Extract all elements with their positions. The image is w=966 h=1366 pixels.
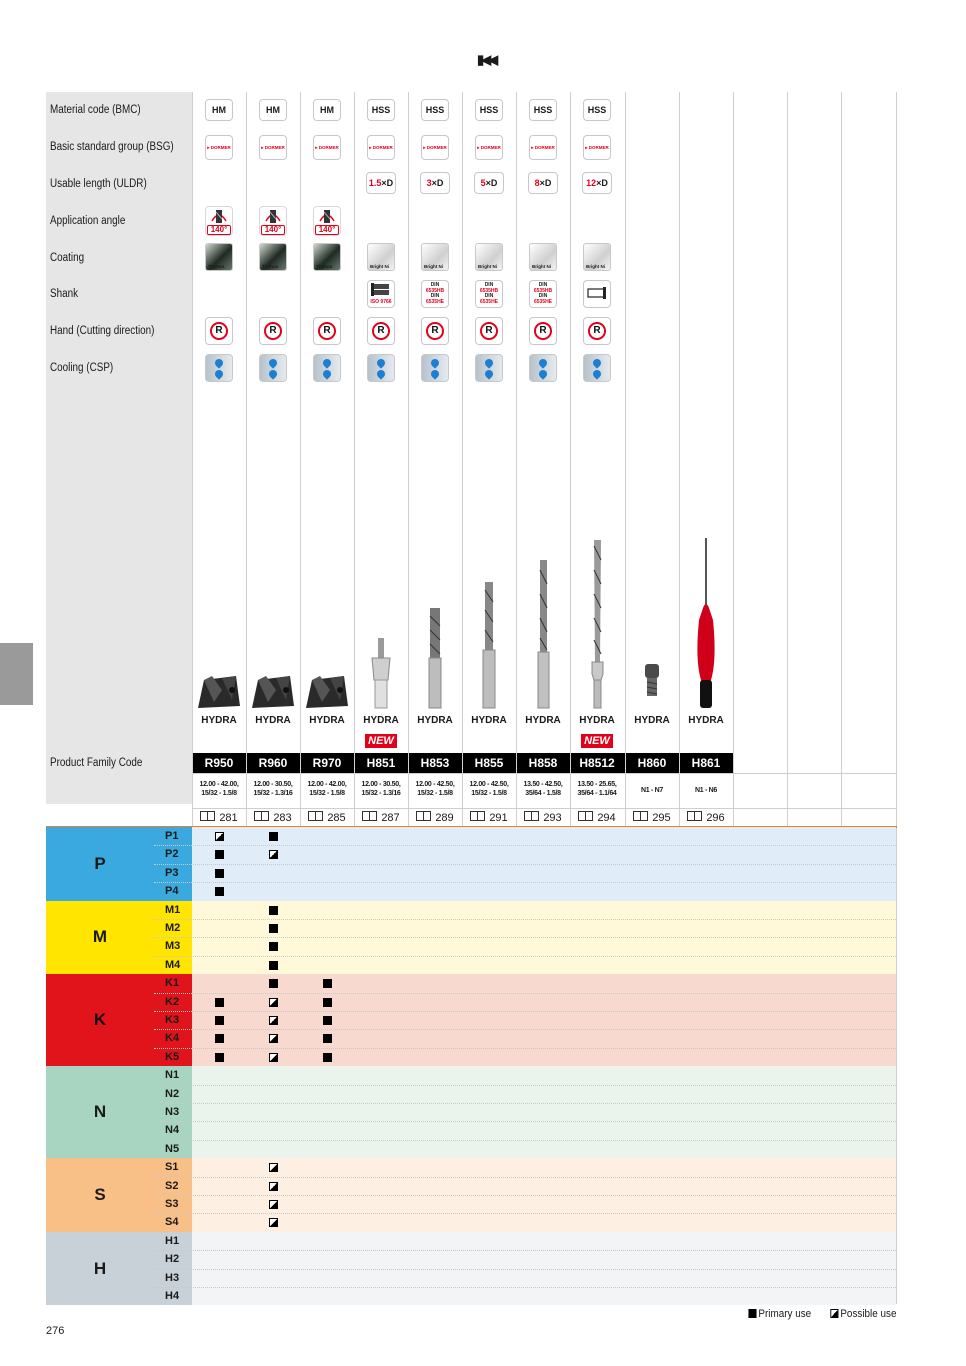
possible-use-mark bbox=[269, 1182, 278, 1191]
uldr-value: 3 bbox=[426, 178, 432, 188]
page-number: 276 bbox=[46, 1325, 65, 1337]
dormer-logo-icon: ▸ DORMER bbox=[259, 135, 287, 160]
usable-length-chip bbox=[420, 172, 450, 194]
possible-use-mark bbox=[269, 1163, 278, 1172]
material-subgroup-label: S3 bbox=[154, 1195, 192, 1213]
dims-inch: 15/32 - 1.5/8 bbox=[471, 790, 507, 797]
label-basic-standard-group: Basic standard group (BSG) bbox=[50, 141, 174, 153]
product-family-code[interactable]: H858 bbox=[528, 756, 558, 770]
shank-icon bbox=[529, 280, 557, 308]
dims-metric: 12.00 - 30.50, bbox=[253, 781, 293, 788]
dims-inch: 35/64 - 1.1/64 bbox=[577, 790, 617, 797]
dormer-logo-icon: ▸ DORMER bbox=[583, 135, 611, 160]
product-brand-name: HYDRA bbox=[471, 715, 507, 726]
label-usable-length: Usable length (ULDR) bbox=[50, 178, 147, 190]
shank-standard: 6535HE bbox=[533, 298, 553, 305]
product-family-code[interactable]: H8512 bbox=[579, 756, 615, 770]
new-badge: NEW bbox=[365, 734, 397, 748]
book-icon bbox=[470, 811, 485, 821]
material-subgroup-label: P3 bbox=[154, 864, 192, 882]
coating-label: Bright Ni bbox=[478, 264, 497, 269]
shank-standard: DIN bbox=[430, 282, 440, 288]
primary-use-mark bbox=[215, 998, 224, 1007]
primary-use-mark bbox=[323, 1053, 332, 1062]
row-separator bbox=[154, 1269, 896, 1270]
product-family-code[interactable]: R970 bbox=[312, 756, 342, 770]
row-separator bbox=[154, 1029, 896, 1030]
product-family-code[interactable]: H853 bbox=[420, 756, 450, 770]
product-dimensions bbox=[300, 780, 354, 798]
uldr-value: 12 bbox=[586, 178, 597, 188]
angle-value: 140° bbox=[315, 225, 339, 235]
row-separator bbox=[154, 1103, 896, 1104]
row-separator bbox=[154, 956, 896, 957]
row-separator bbox=[154, 993, 896, 994]
shank-standard: 6535HB bbox=[425, 287, 445, 294]
dims-metric: 12.00 - 42.50, bbox=[469, 781, 509, 788]
angle-value: 140° bbox=[261, 225, 285, 235]
material-group-label: M bbox=[46, 901, 154, 975]
material-code-chip: HSS bbox=[421, 99, 449, 121]
primary-use-mark bbox=[269, 979, 278, 988]
material-subgroup-label: N2 bbox=[154, 1085, 192, 1103]
coating-icon bbox=[367, 243, 395, 271]
label-cooling: Cooling (CSP) bbox=[50, 362, 114, 374]
dims-metric: 12.00 - 42.00, bbox=[199, 781, 239, 788]
hand-value: R bbox=[318, 322, 336, 340]
material-band bbox=[192, 1066, 896, 1158]
catalog-page-link[interactable] bbox=[192, 811, 246, 824]
row-separator bbox=[154, 1048, 896, 1049]
book-icon bbox=[524, 811, 539, 821]
hand-value: R bbox=[588, 322, 606, 340]
column-divider bbox=[896, 92, 897, 1304]
material-subgroup-label: N3 bbox=[154, 1103, 192, 1121]
material-subgroup-label: S1 bbox=[154, 1158, 192, 1176]
dims-metric: 12.00 - 30.50, bbox=[361, 781, 401, 788]
catalog-page-link[interactable] bbox=[354, 811, 408, 824]
usable-length-chip bbox=[366, 172, 396, 194]
product-image bbox=[516, 530, 570, 710]
dims-inch: 15/32 - 1.5/8 bbox=[309, 790, 345, 797]
label-material-code: Material code (BMC) bbox=[50, 104, 141, 116]
shank-standard: 6535HB bbox=[533, 287, 553, 294]
possible-use-mark bbox=[269, 850, 278, 859]
row-separator bbox=[154, 1213, 896, 1214]
material-code-chip: HM bbox=[313, 99, 341, 121]
book-icon bbox=[200, 811, 215, 821]
catalog-page-number: 291 bbox=[489, 812, 508, 824]
internal-cooling-icon bbox=[421, 354, 449, 382]
row-separator bbox=[154, 1250, 896, 1251]
shank-standard: 6535HE bbox=[425, 298, 445, 305]
material-subgroup-label: M4 bbox=[154, 956, 192, 974]
product-image bbox=[570, 530, 624, 710]
material-subgroup-label: M3 bbox=[154, 937, 192, 955]
uldr-unit: ×D bbox=[381, 178, 394, 188]
product-family-code[interactable]: H855 bbox=[474, 756, 504, 770]
primary-use-mark bbox=[323, 998, 332, 1007]
product-image bbox=[354, 530, 408, 710]
shank-standard: DIN bbox=[538, 282, 548, 288]
book-icon bbox=[362, 811, 377, 821]
material-subgroup-label: P4 bbox=[154, 882, 192, 900]
coating-label: Bright Ni bbox=[532, 264, 551, 269]
shank-standard: DIN bbox=[430, 293, 440, 299]
product-brand-name: HYDRA bbox=[688, 715, 724, 726]
hand-value: R bbox=[210, 322, 228, 340]
shank-standard: 6535HE bbox=[479, 298, 499, 305]
catalog-page-link[interactable] bbox=[570, 811, 624, 824]
right-hand-cutting-icon bbox=[583, 317, 611, 345]
uldr-unit: ×D bbox=[431, 178, 444, 188]
legend bbox=[748, 1308, 896, 1320]
possible-use-mark bbox=[269, 1200, 278, 1209]
product-image bbox=[625, 530, 679, 710]
shank-standard: DIN bbox=[484, 282, 494, 288]
internal-cooling-icon bbox=[313, 354, 341, 382]
coating-icon bbox=[475, 243, 503, 271]
primary-use-mark bbox=[215, 1053, 224, 1062]
row-separator bbox=[154, 937, 896, 938]
possible-use-mark bbox=[269, 1034, 278, 1043]
coating-label: Bright Ni bbox=[424, 264, 443, 269]
book-icon bbox=[633, 811, 648, 821]
material-subgroup-label: K3 bbox=[154, 1011, 192, 1029]
row-separator bbox=[154, 1287, 896, 1288]
catalog-page-number: 287 bbox=[381, 812, 400, 824]
product-dimensions bbox=[516, 780, 570, 798]
application-angle-icon bbox=[205, 206, 233, 236]
book-icon bbox=[578, 811, 593, 821]
product-brand-name: HYDRA bbox=[309, 715, 345, 726]
row-separator bbox=[154, 1177, 896, 1178]
material-code-chip: HSS bbox=[475, 99, 503, 121]
product-dimensions bbox=[570, 780, 624, 798]
product-dimensions bbox=[679, 786, 733, 795]
primary-use-swatch bbox=[748, 1309, 756, 1318]
book-icon bbox=[254, 811, 269, 821]
material-group-label: N bbox=[46, 1066, 154, 1158]
material-subgroup-label: P2 bbox=[154, 845, 192, 863]
primary-use-mark bbox=[269, 832, 278, 841]
product-dimensions bbox=[625, 786, 679, 795]
row-separator bbox=[154, 1121, 896, 1122]
product-brand-name: HYDRA bbox=[363, 715, 399, 726]
application-angle-icon bbox=[313, 206, 341, 236]
product-brand-name: HYDRA bbox=[417, 715, 453, 726]
material-code-chip: HM bbox=[259, 99, 287, 121]
catalog-page-link[interactable] bbox=[516, 811, 570, 824]
primary-use-mark bbox=[215, 1016, 224, 1025]
product-family-code[interactable]: R960 bbox=[258, 756, 288, 770]
material-subgroup-label: H3 bbox=[154, 1269, 192, 1287]
coating-label: Bright Ni bbox=[586, 264, 605, 269]
product-family-code[interactable]: H851 bbox=[366, 756, 396, 770]
material-group-label: S bbox=[46, 1158, 154, 1232]
header-rule bbox=[192, 773, 896, 774]
row-separator bbox=[154, 845, 896, 846]
dormer-logo-icon: ▸ DORMER bbox=[205, 135, 233, 160]
right-hand-cutting-icon bbox=[313, 317, 341, 345]
product-image bbox=[462, 530, 516, 710]
coating-icon bbox=[529, 243, 557, 271]
product-dimensions bbox=[408, 780, 462, 798]
material-subgroup-label: H2 bbox=[154, 1250, 192, 1268]
internal-cooling-icon bbox=[529, 354, 557, 382]
row-separator bbox=[154, 864, 896, 865]
catalog-page-link[interactable] bbox=[462, 811, 516, 824]
material-group-label: P bbox=[46, 827, 154, 901]
material-subgroup-label: N1 bbox=[154, 1066, 192, 1084]
right-hand-cutting-icon bbox=[529, 317, 557, 345]
row-separator bbox=[154, 1011, 896, 1012]
primary-use-mark bbox=[323, 979, 332, 988]
primary-use-mark bbox=[215, 1034, 224, 1043]
material-subgroup-label: H1 bbox=[154, 1232, 192, 1250]
book-icon bbox=[687, 811, 702, 821]
internal-cooling-icon bbox=[475, 354, 503, 382]
catalog-page-link[interactable] bbox=[408, 811, 462, 824]
catalog-page-number: 283 bbox=[273, 812, 292, 824]
primary-use-mark bbox=[323, 1034, 332, 1043]
coating-label: Ti-phon bbox=[208, 264, 225, 269]
catalog-page-number: 293 bbox=[543, 812, 562, 824]
new-badge: NEW bbox=[581, 734, 613, 748]
possible-use-swatch bbox=[830, 1309, 838, 1318]
dims-inch: 15/32 - 1.3/16 bbox=[361, 790, 401, 797]
hand-value: R bbox=[372, 322, 390, 340]
dormer-logo-icon: ▸ DORMER bbox=[313, 135, 341, 160]
uldr-unit: ×D bbox=[539, 178, 552, 188]
coating-label: Ti-phon bbox=[262, 264, 279, 269]
label-column bbox=[46, 92, 192, 804]
material-subgroup-label: K5 bbox=[154, 1048, 192, 1066]
possible-use-mark bbox=[269, 1016, 278, 1025]
material-subgroup-label: K2 bbox=[154, 993, 192, 1011]
primary-use-mark bbox=[269, 924, 278, 933]
product-family-code[interactable]: H860 bbox=[637, 756, 667, 770]
catalog-page-link[interactable] bbox=[300, 811, 354, 824]
product-brand-name: HYDRA bbox=[579, 715, 615, 726]
material-band bbox=[192, 974, 896, 1066]
primary-use-mark bbox=[215, 850, 224, 859]
catalog-page-number: 295 bbox=[652, 812, 671, 824]
book-icon bbox=[416, 811, 431, 821]
legend-primary: Primary use bbox=[757, 1308, 811, 1320]
catalog-page-number: 281 bbox=[219, 812, 238, 824]
internal-cooling-icon bbox=[259, 354, 287, 382]
dims-metric: N1 - N6 bbox=[694, 787, 718, 794]
primary-use-mark bbox=[269, 942, 278, 951]
catalog-page-link[interactable] bbox=[625, 811, 679, 824]
usable-length-chip bbox=[528, 172, 558, 194]
primary-use-mark bbox=[215, 869, 224, 878]
uldr-unit: ×D bbox=[596, 178, 608, 188]
hand-value: R bbox=[426, 322, 444, 340]
product-brand-name: HYDRA bbox=[634, 715, 670, 726]
dims-metric: 12.00 - 42.50, bbox=[415, 781, 455, 788]
material-subgroup-label: S2 bbox=[154, 1177, 192, 1195]
primary-use-mark bbox=[269, 906, 278, 915]
possible-use-mark bbox=[215, 832, 224, 841]
dims-metric: N1 - N7 bbox=[640, 787, 664, 794]
material-subgroup-label: N5 bbox=[154, 1140, 192, 1158]
dims-inch: 35/64 - 1.5/8 bbox=[525, 790, 561, 797]
primary-use-mark bbox=[323, 1016, 332, 1025]
material-subgroup-label: M2 bbox=[154, 919, 192, 937]
dormer-logo-icon: ▸ DORMER bbox=[475, 135, 503, 160]
catalog-page-number: 285 bbox=[327, 812, 346, 824]
dormer-logo-icon: ▸ DORMER bbox=[421, 135, 449, 160]
product-dimensions bbox=[246, 780, 300, 798]
dims-metric: 13.50 - 42.50, bbox=[523, 781, 563, 788]
right-hand-cutting-icon bbox=[205, 317, 233, 345]
usable-length-chip bbox=[474, 172, 504, 194]
uldr-unit: ×D bbox=[485, 178, 498, 188]
application-angle-icon bbox=[259, 206, 287, 236]
book-icon bbox=[308, 811, 323, 821]
right-hand-cutting-icon bbox=[421, 317, 449, 345]
product-dimensions bbox=[354, 780, 408, 798]
dormer-logo-icon: ▸ DORMER bbox=[529, 135, 557, 160]
angle-value: 140° bbox=[207, 225, 231, 235]
product-image bbox=[300, 530, 354, 710]
row-separator bbox=[154, 1085, 896, 1086]
row-separator bbox=[154, 882, 896, 883]
dims-inch: 15/32 - 1.5/8 bbox=[201, 790, 237, 797]
dims-inch: 15/32 - 1.5/8 bbox=[417, 790, 453, 797]
coating-icon bbox=[583, 243, 611, 271]
catalog-page-link[interactable] bbox=[679, 811, 733, 824]
material-code-chip: HSS bbox=[583, 99, 611, 121]
label-application-angle: Application angle bbox=[50, 215, 126, 227]
product-dimensions bbox=[462, 780, 516, 798]
dormer-logo-icon: ▸ DORMER bbox=[367, 135, 395, 160]
row-separator bbox=[154, 1195, 896, 1196]
material-group-label: K bbox=[46, 974, 154, 1066]
shank-standard: DIN bbox=[484, 293, 494, 299]
right-hand-cutting-icon bbox=[367, 317, 395, 345]
label-product-family-code: Product Family Code bbox=[50, 757, 143, 769]
row-separator bbox=[154, 919, 896, 920]
material-subgroup-label: M1 bbox=[154, 901, 192, 919]
shank-standard: 6535HB bbox=[479, 287, 499, 294]
internal-cooling-icon bbox=[367, 354, 395, 382]
product-image bbox=[246, 530, 300, 710]
shank-icon bbox=[367, 280, 395, 308]
right-hand-cutting-icon bbox=[475, 317, 503, 345]
label-shank: Shank bbox=[50, 288, 79, 300]
coating-label: Ti-phon bbox=[316, 264, 333, 269]
product-image bbox=[192, 530, 246, 710]
shank-standard: DIN bbox=[538, 293, 548, 299]
material-subgroup-label: P1 bbox=[154, 827, 192, 845]
internal-cooling-icon bbox=[583, 354, 611, 382]
skip-to-first-icon[interactable]: ▮◀◀ bbox=[477, 52, 496, 67]
primary-use-mark bbox=[215, 887, 224, 896]
product-dimensions bbox=[192, 780, 246, 798]
hand-value: R bbox=[264, 322, 282, 340]
catalog-page-number: 296 bbox=[706, 812, 725, 824]
usable-length-chip bbox=[582, 172, 612, 194]
uldr-value: 8 bbox=[534, 178, 540, 188]
uldr-value: 1.5 bbox=[368, 178, 382, 188]
catalog-page-number: 289 bbox=[435, 812, 454, 824]
material-subgroup-label: S4 bbox=[154, 1213, 192, 1231]
catalog-page-link[interactable] bbox=[246, 811, 300, 824]
product-image bbox=[408, 530, 462, 710]
coating-icon bbox=[205, 243, 233, 271]
dims-metric: 13.50 - 25.65, bbox=[577, 781, 617, 788]
dims-inch: 15/32 - 1.3/16 bbox=[253, 790, 293, 797]
coating-icon bbox=[421, 243, 449, 271]
row-separator bbox=[154, 1140, 896, 1141]
material-code-chip: HM bbox=[205, 99, 233, 121]
coating-icon bbox=[313, 243, 341, 271]
product-brand-name: HYDRA bbox=[525, 715, 561, 726]
internal-cooling-icon bbox=[205, 354, 233, 382]
shank-icon bbox=[583, 280, 611, 308]
header-rule bbox=[192, 808, 896, 809]
shank-icon bbox=[421, 280, 449, 308]
product-brand-name: HYDRA bbox=[255, 715, 291, 726]
hand-value: R bbox=[534, 322, 552, 340]
catalog-page-number: 294 bbox=[597, 812, 616, 824]
material-code-chip: HSS bbox=[367, 99, 395, 121]
material-group-label: H bbox=[46, 1232, 154, 1306]
possible-use-mark bbox=[269, 1218, 278, 1227]
right-hand-cutting-icon bbox=[259, 317, 287, 345]
shank-icon bbox=[475, 280, 503, 308]
material-subgroup-label: N4 bbox=[154, 1121, 192, 1139]
section-side-tab bbox=[0, 643, 33, 705]
shank-standard: ISO 9766 bbox=[370, 298, 392, 305]
hand-value: R bbox=[480, 322, 498, 340]
product-brand-name: HYDRA bbox=[201, 715, 237, 726]
product-family-code[interactable]: R950 bbox=[204, 756, 234, 770]
label-hand: Hand (Cutting direction) bbox=[50, 325, 155, 337]
material-subgroup-label: K4 bbox=[154, 1029, 192, 1047]
material-subgroup-label: H4 bbox=[154, 1287, 192, 1305]
possible-use-mark bbox=[269, 1053, 278, 1062]
primary-use-mark bbox=[269, 961, 278, 970]
product-family-code[interactable]: H861 bbox=[691, 756, 721, 770]
product-image bbox=[679, 530, 733, 710]
dims-metric: 12.00 - 42.00, bbox=[307, 781, 347, 788]
material-code-chip: HSS bbox=[529, 99, 557, 121]
uldr-value: 5 bbox=[480, 178, 486, 188]
possible-use-mark bbox=[269, 998, 278, 1007]
material-subgroup-label: K1 bbox=[154, 974, 192, 992]
coating-icon bbox=[259, 243, 287, 271]
label-coating: Coating bbox=[50, 252, 85, 264]
coating-label: Bright Ni bbox=[370, 264, 389, 269]
legend-possible: Possible use bbox=[839, 1308, 896, 1320]
